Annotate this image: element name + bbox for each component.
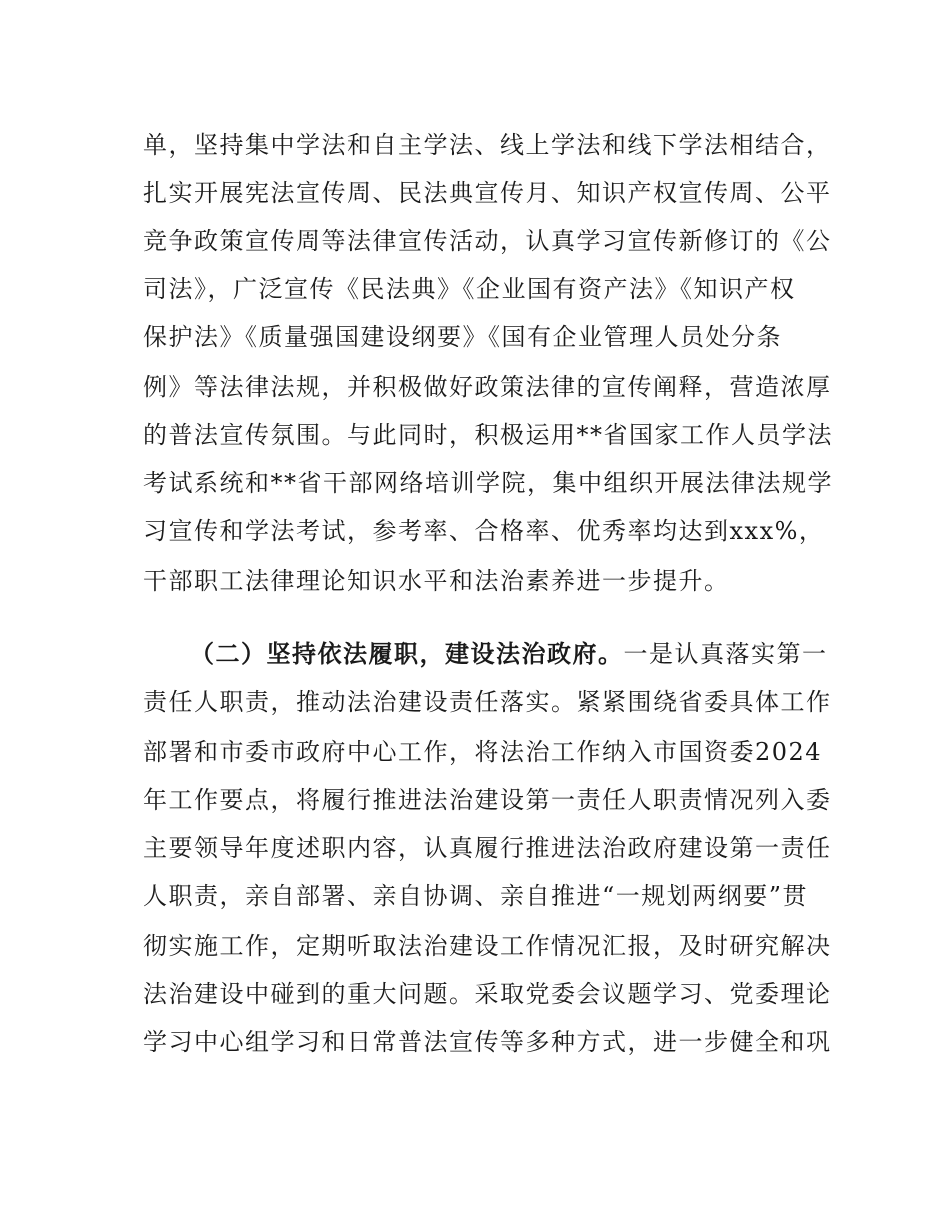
paragraph1-line-7: 的普法宣传氛围。与此同时，积极运用**省国家工作人员学法 [143,421,833,449]
paragraph2-line-9: 学习中心组学习和日常普法宣传等多种方式，进一步健全和巩 [143,1028,832,1056]
paragraph1-line-5: 保护法》《质量强国建设纲要》《国有企业管理人员处分条 [143,323,782,351]
paragraph2-line-4: 年工作要点，将履行推进法治建设第一责任人职责情况列入委 [143,786,832,814]
section-heading: （二）坚持依法履职，建设法治政府。 [190,640,624,668]
paragraph1-line-9: 习宣传和学法考试，参考率、合格率、优秀率均达到xxx%， [143,517,825,545]
paragraph1-line-10: 干部职工法律理论知识水平和法治素养进一步提升。 [143,567,730,595]
paragraph2-first-line [190,634,828,674]
paragraph1-line-6: 例》等法律法规，并积极做好政策法律的宣传阐释，营造浓厚 [143,373,832,401]
paragraph1-line-4: 司法》，广泛宣传《民法典》《企业国有资产法》《知识产权 [143,275,796,303]
paragraph2-line-3: 部署和市委市政府中心工作，将法治工作纳入市国资委2024 [143,738,823,766]
paragraph1-line-2: 扎实开展宪法宣传周、民法典宣传月、知识产权宣传周、公平 [143,179,832,207]
paragraph2-line-6: 人职责，亲自部署、亲自协调、亲自推进“一规划两纲要”贯 [143,882,809,910]
paragraph2-line-5: 主要领导年度述职内容，认真履行推进法治政府建设第一责任 [143,834,832,862]
section-first-line-text: 一是认真落实第一 [623,640,828,668]
paragraph2-line-7: 彻实施工作，定期听取法治建设工作情况汇报，及时研究解决 [143,932,832,960]
paragraph2-line-2: 责任人职责，推动法治建设责任落实。紧紧围绕省委具体工作 [143,688,832,716]
paragraph1-line-3: 竞争政策宣传周等法律宣传活动，认真学习宣传新修订的《公 [143,227,832,255]
paragraph1-line-1: 单，坚持集中学法和自主学法、线上学法和线下学法相结合， [143,131,832,159]
paragraph1-line-8: 考试系统和**省干部网络培训学院，集中组织开展法律法规学 [143,469,833,497]
paragraph2-line-8: 法治建设中碰到的重大问题。采取党委会议题学习、党委理论 [143,980,832,1008]
